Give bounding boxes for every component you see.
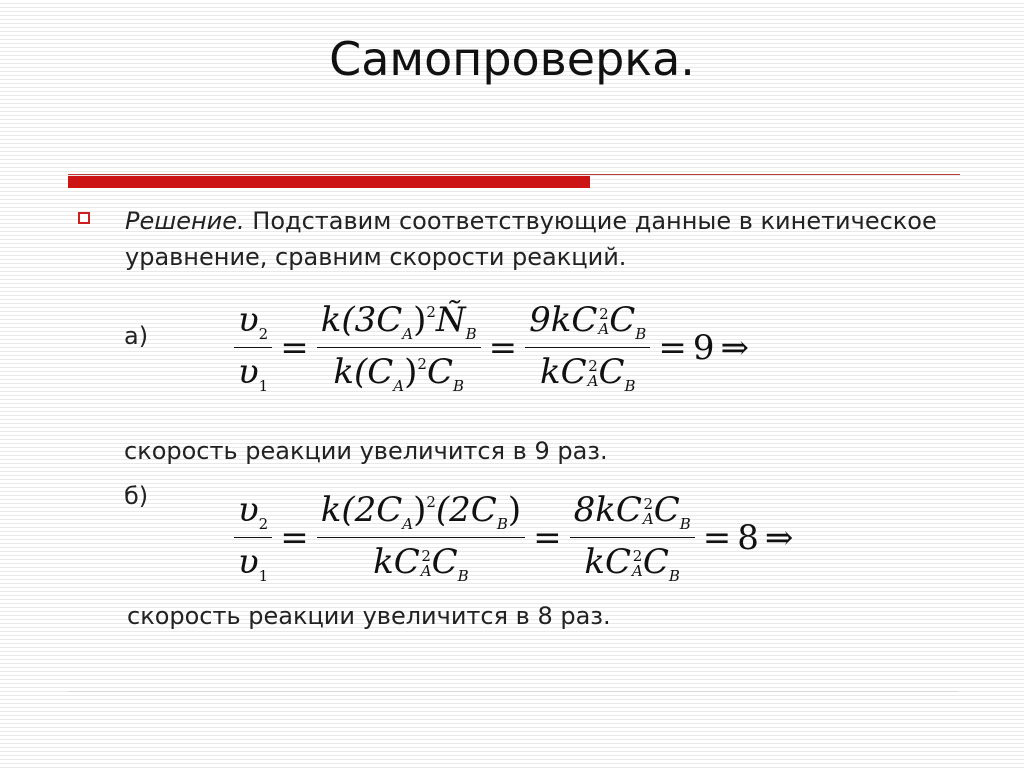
simplified-fraction: 8kC 2 A $C_B$ kC 2 A $C_B$ xyxy=(570,490,695,585)
simplified-fraction: 9kC 2 A $C_B$ kC 2 A $C_B$ xyxy=(525,300,650,395)
implies-arrow-icon: ⇒ xyxy=(720,327,749,368)
velocity-ratio-fraction: $\frac{\upsilon_2}{\upsilon_1}$ xyxy=(234,490,272,585)
equation-b: $\frac{\upsilon_2}{\upsilon_1}$ = $k(2C_A)^2(2C_B)$ kC 2 A $C_B$ = 8kC 2 A $C_B$ kC 2 A $C_B$ = 8 ⇒ xyxy=(232,490,799,585)
implies-arrow-icon: ⇒ xyxy=(764,517,794,558)
title-underline-accent xyxy=(68,176,590,188)
velocity-ratio-fraction: $\frac{\upsilon_2}{\upsilon_1}$ xyxy=(234,300,272,395)
rate-law-fraction: $\frac{k(3C_A)^2Ñ_B}{k(C_A)^2C_B}$ xyxy=(317,300,481,395)
equation-b-result: 8 xyxy=(737,517,759,558)
part-a-result: скорость реакции увеличится в 9 раз. xyxy=(124,437,608,465)
title-underline-thin xyxy=(68,174,960,175)
intro-paragraph xyxy=(125,203,955,275)
equation-a-result: 9 xyxy=(692,327,715,368)
intro-text: Подставим соответствующие данные в кинетическое уравнение, сравним скорости реакций. xyxy=(125,207,937,271)
part-b-label: б) xyxy=(124,482,149,510)
hollow-square-bullet-icon xyxy=(78,212,90,224)
equation-a: $\frac{\upsilon_2}{\upsilon_1}$ = $\frac{k(3C_A)^2Ñ_B}{k(C_A)^2C_B}$ = 9kC 2 A $C_B$ kC 2 A $C_B$ = 9 ⇒ xyxy=(232,300,755,395)
rate-law-fraction: $k(2C_A)^2(2C_B)$ kC 2 A $C_B$ xyxy=(317,490,525,585)
footer-divider xyxy=(68,691,958,692)
part-b-result: скорость реакции увеличится в 8 раз. xyxy=(127,602,611,630)
part-a-label: а) xyxy=(124,322,149,350)
slide-title: Самопроверка. xyxy=(329,32,695,86)
solution-label: Решение. xyxy=(125,207,245,235)
